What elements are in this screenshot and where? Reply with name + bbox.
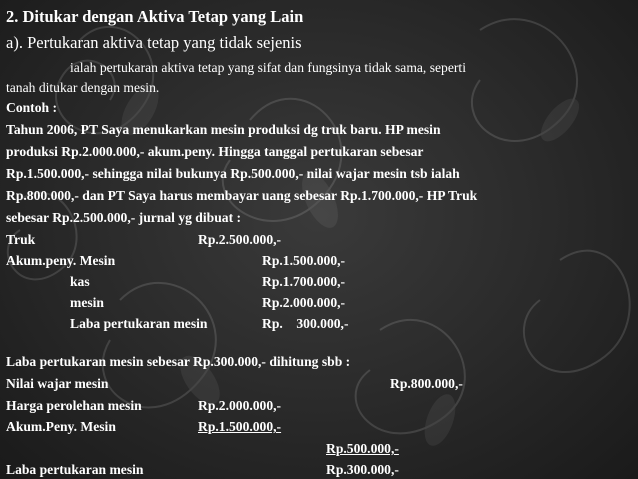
- calc-label: Laba pertukaran mesin: [6, 462, 144, 477]
- example-line: produksi Rp.2.000.000,- akum.peny. Hingga tanggal pertukaran sebesar: [6, 144, 424, 159]
- calc-value: Rp.300.000,-: [326, 462, 399, 477]
- definition-line: ialah pertukaran aktiva tetap yang sifat dan fungsinya tidak sama, seperti: [70, 60, 466, 75]
- journal-credit: Rp.1.500.000,-: [262, 253, 346, 268]
- journal-credit: Rp.1.700.000,-: [262, 274, 346, 289]
- example-line: Tahun 2006, PT Saya menukarkan mesin produksi dg truk baru. HP mesin: [6, 122, 441, 137]
- example-line: sebesar Rp.2.500.000,- jurnal yg dibuat :: [6, 210, 242, 225]
- example-line: Rp.800.000,- dan PT Saya harus membayar uang sebesar Rp.1.700.000,- HP Truk: [6, 188, 478, 203]
- slide-subheading: a). Pertukaran aktiva tetap yang tidak sejenis: [6, 33, 302, 52]
- journal-debit: Rp.2.500.000,-: [198, 232, 282, 247]
- calc-label: Nilai wajar mesin: [6, 376, 109, 391]
- calc-label: Harga perolehan mesin: [6, 398, 142, 413]
- definition-line: tanah ditukar dengan mesin.: [6, 80, 160, 95]
- calc-value-underlined: Rp.500.000,-: [326, 441, 399, 456]
- journal-credit: Rp.2.000.000,-: [262, 295, 346, 310]
- calc-value: Rp.2.000.000,-: [198, 398, 282, 413]
- journal-account: mesin: [70, 295, 104, 310]
- journal-account: Truk: [6, 232, 36, 247]
- calc-value-underlined: Rp.1.500.000,-: [198, 419, 282, 434]
- journal-account: Akum.peny. Mesin: [6, 253, 116, 268]
- example-label: Contoh :: [6, 100, 57, 115]
- slide-heading: 2. Ditukar dengan Aktiva Tetap yang Lain: [6, 7, 304, 26]
- calc-label: Akum.Peny. Mesin: [6, 419, 116, 434]
- calc-value: Rp.800.000,-: [390, 376, 463, 391]
- journal-credit: Rp. 300.000,-: [262, 316, 349, 331]
- journal-account: kas: [70, 274, 90, 289]
- calc-intro: Laba pertukaran mesin sebesar Rp.300.000,- dihitung sbb :: [6, 354, 351, 369]
- journal-account: Laba pertukaran mesin: [70, 316, 208, 331]
- example-line: Rp.1.500.000,- sehingga nilai bukunya Rp.500.000,- nilai wajar mesin tsb ialah: [6, 166, 460, 181]
